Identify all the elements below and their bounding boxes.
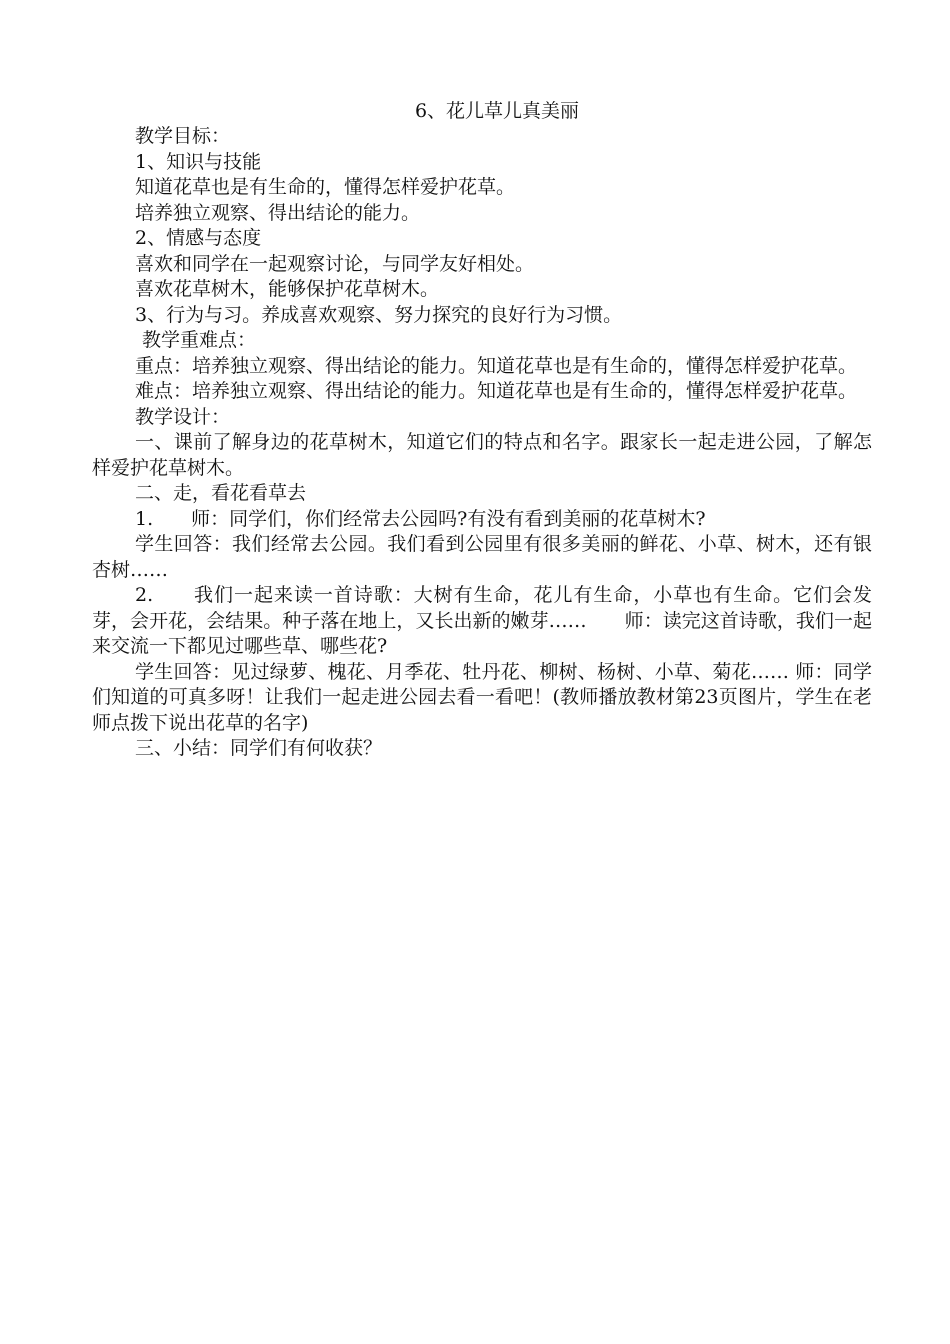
objective-heading-behavior: 3、行为与习。养成喜欢观察、努力探究的良好行为习惯。	[135, 303, 623, 326]
design-step-heading: 二、走，看花看草去	[135, 482, 307, 504]
section-heading-key-points: 教学重难点：	[142, 329, 257, 351]
objective-item: 培养独立观察、得出结论的能力。	[135, 201, 421, 224]
objective-heading-attitude: 2、情感与态度	[135, 227, 262, 249]
section-heading-design: 教学设计：	[135, 405, 231, 428]
objective-item: 知道花草也是有生命的，懂得怎样爱护花草。	[135, 176, 516, 198]
document-page	[92, 98, 872, 762]
design-step-paragraph: 2. 我们一起来读一首诗歌：大树有生命，花儿有生命，小草也有生命。它们会发芽，会开花，会结果。种子落在地上，又长出新的嫩芽…… 师：读完这首诗歌，我们一起来交流一下都见过哪些草、哪些花?	[92, 584, 872, 657]
difficulty-paragraph: 难点：培养独立观察、得出结论的能力。知道花草也是有生命的，懂得怎样爱护花草。	[135, 380, 858, 402]
objective-heading-knowledge: 1、知识与技能	[135, 150, 262, 173]
key-point-paragraph: 重点：培养独立观察、得出结论的能力。知道花草也是有生命的，懂得怎样爱护花草。	[135, 354, 858, 377]
section-heading-objectives: 教学目标：	[135, 125, 231, 147]
objective-item: 喜欢花草树木，能够保护花草树木。	[135, 278, 440, 300]
objective-item: 喜欢和同学在一起观察讨论，与同学友好相处。	[135, 252, 535, 275]
summary-paragraph: 三、小结：同学们有何收获？	[135, 737, 383, 759]
student-answer-paragraph: 学生回答：见过绿萝、槐花、月季花、牡丹花、柳树、杨树、小草、菊花…… 师：同学们知道的可真多呀！让我们一起走进公园去看一看吧！(教师播放教材第23页图片，学生在老师点拨下说出花草的名字)	[92, 660, 872, 734]
document-title: 6、花儿草儿真美丽	[414, 100, 580, 122]
design-step-paragraph: 1. 师：同学们，你们经常去公园吗?有没有看到美丽的花草树木?	[135, 507, 706, 530]
design-step-paragraph: 一、课前了解身边的花草树木，知道它们的特点和名字。跟家长一起走进公园，了解怎样爱护花草树木。	[92, 431, 872, 479]
student-answer-paragraph: 学生回答：我们经常去公园。我们看到公园里有很多美丽的鲜花、小草、树木，还有银杏树……	[92, 533, 872, 581]
